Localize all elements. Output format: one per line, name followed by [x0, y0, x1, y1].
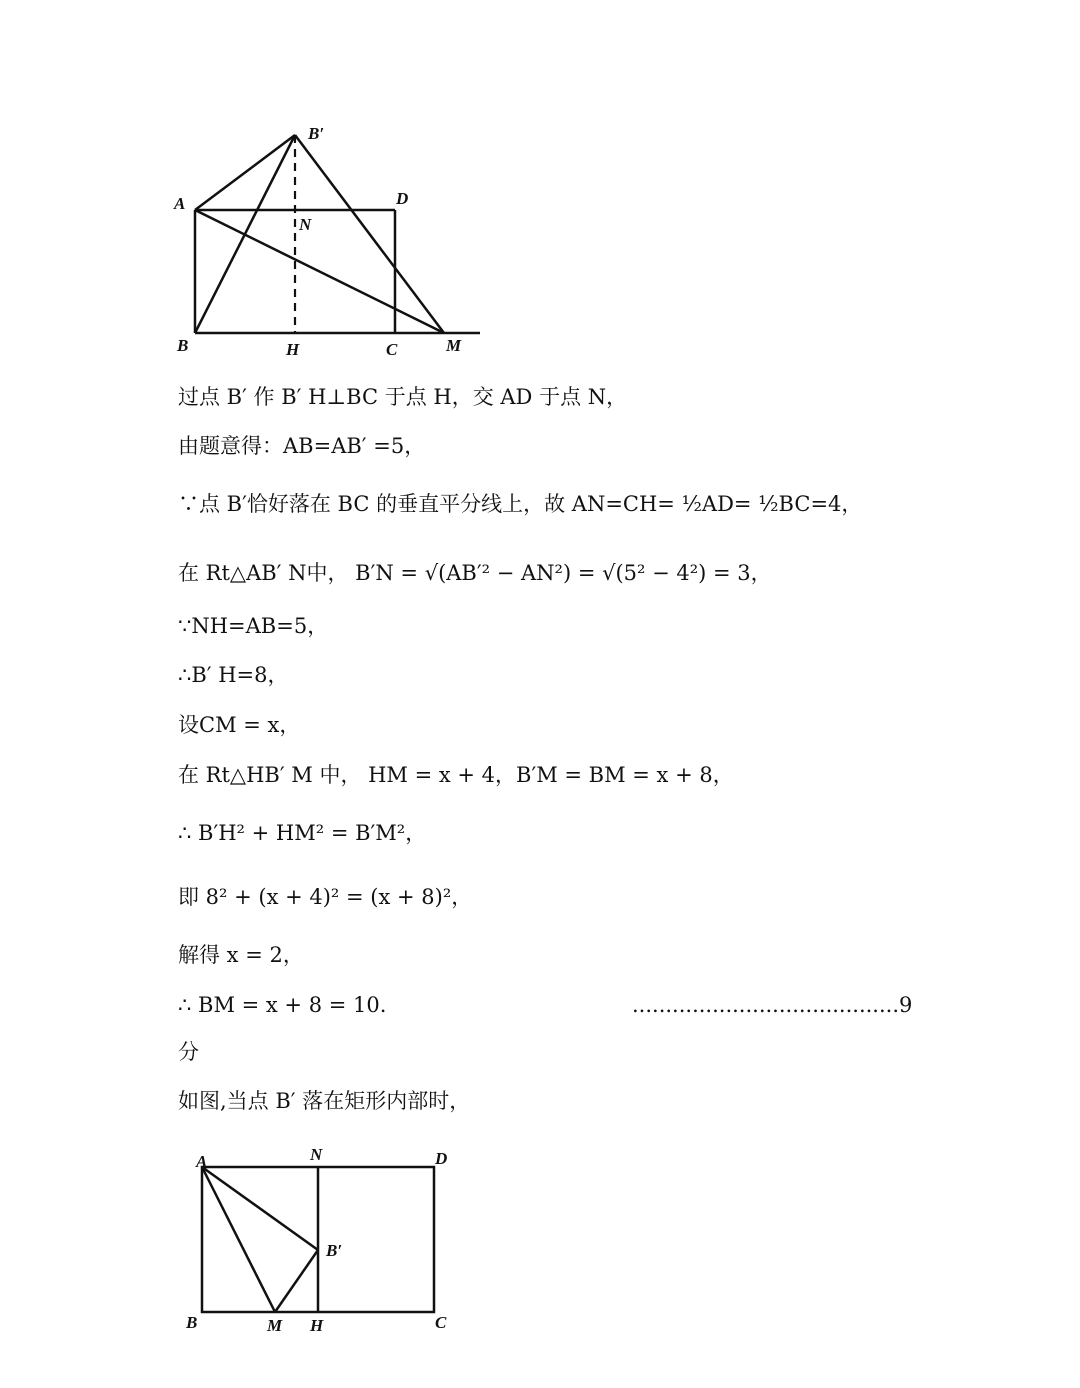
label-D: D	[435, 1149, 448, 1168]
label-A: A	[174, 194, 186, 213]
label-C: C	[435, 1313, 447, 1332]
figure-1	[160, 115, 500, 375]
solution-line-10: 即 8² + (x + 4)² = (x + 8)²，	[178, 885, 473, 909]
segment-Bprime-M	[295, 135, 444, 333]
score-dots: ........................................9	[632, 993, 913, 1017]
solution-line-7: 设CM = x，	[178, 713, 301, 737]
label-B: B	[186, 1313, 198, 1332]
label-N: N	[310, 1145, 323, 1164]
label-N: N	[299, 215, 312, 234]
solution-line-2: 由题意得：AB=AB′ =5，	[178, 434, 426, 458]
solution-line-5: ∵NH=AB=5，	[178, 614, 329, 638]
label-Bprime: B′	[308, 124, 325, 143]
solution-line-1: 过点 B′ 作 B′ H⊥BC 于点 H，交 AD 于点 N，	[178, 385, 628, 409]
label-Bprime: B′	[326, 1241, 343, 1260]
label-H: H	[286, 340, 300, 359]
label-A: A	[196, 1152, 208, 1171]
label-H: H	[310, 1316, 324, 1335]
label-C: C	[386, 340, 398, 359]
label-M: M	[267, 1316, 283, 1335]
label-B: B	[177, 336, 189, 355]
score-unit: 分	[178, 1040, 199, 1064]
segment-AM	[202, 1167, 275, 1312]
solution-line-6: ∴B′ H=8，	[178, 663, 289, 687]
segment-AB-prime	[195, 135, 295, 210]
case2-intro: 如图,当点 B′ 落在矩形内部时，	[178, 1089, 471, 1113]
label-D: D	[396, 189, 409, 208]
solution-line-4: 在 Rt△AB′ N中， B′N = √(AB′² − AN²) = √(5² − 4²) = 3，	[178, 561, 772, 585]
solution-line-8: 在 Rt△HB′ M 中， HM = x + 4，B′M = BM = x + 8，	[178, 763, 734, 787]
solution-line-3: ∵点 B′恰好落在 BC 的垂直平分线上，故 AN=CH= ½AD= ½BC=4，	[178, 492, 863, 516]
segment-AM	[195, 210, 444, 333]
segment-M-Bprime	[275, 1250, 318, 1312]
segment-A-Bprime	[202, 1167, 318, 1250]
solution-line-11: 解得 x = 2，	[178, 943, 304, 967]
figure-2	[180, 1140, 480, 1345]
solution-line-9: ∴ B′H² + HM² = B′M²，	[178, 821, 427, 845]
solution-line-12: ∴ BM = x + 8 = 10.	[178, 993, 387, 1017]
label-M: M	[446, 336, 462, 355]
